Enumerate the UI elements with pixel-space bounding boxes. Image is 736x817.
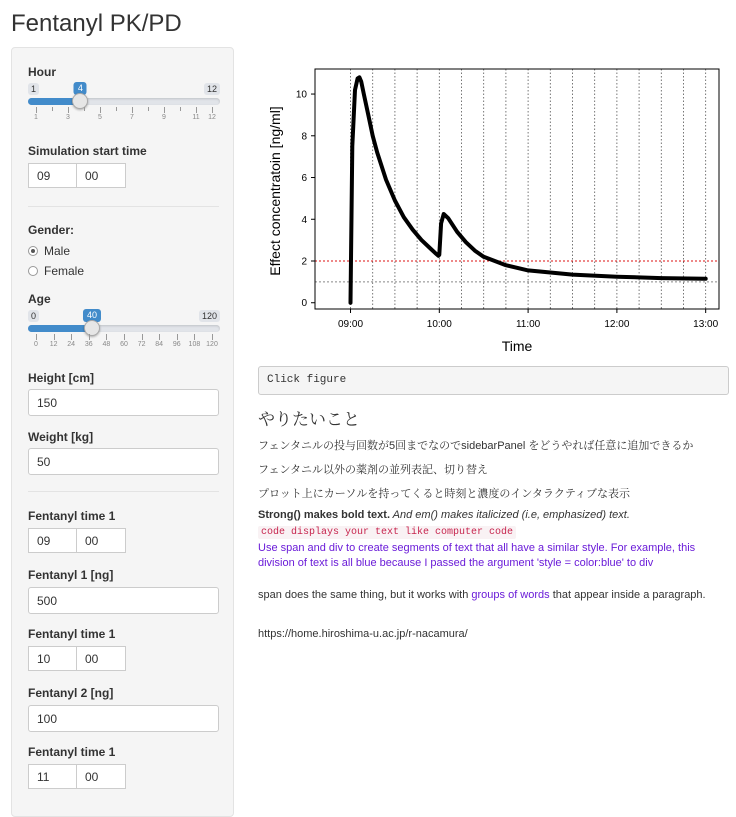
fentanyl-time-1-minute-input[interactable]: 00 bbox=[77, 528, 126, 553]
gender-label: Gender: bbox=[28, 223, 75, 237]
age-slider-tick-label: 120 bbox=[206, 341, 218, 348]
plot-frame bbox=[315, 69, 719, 309]
gender-option-female[interactable] bbox=[28, 264, 84, 278]
divider bbox=[28, 491, 219, 492]
hour-slider-ticks bbox=[28, 107, 220, 127]
x-tick-label: 11:00 bbox=[515, 319, 541, 330]
hour-label: Hour bbox=[28, 65, 56, 79]
gender-option-label: Female bbox=[44, 264, 85, 278]
age-slider-tick bbox=[71, 334, 72, 340]
x-axis-label: Time bbox=[501, 338, 533, 354]
effect-concentration-plot[interactable] bbox=[258, 55, 728, 360]
age-label: Age bbox=[28, 292, 51, 306]
hour-slider-tick-label: 12 bbox=[208, 114, 216, 121]
fentanyl-time-2-hour-input[interactable]: 10 bbox=[28, 646, 77, 671]
age-slider[interactable] bbox=[28, 310, 220, 354]
code-line bbox=[258, 525, 728, 538]
age-slider-fill bbox=[28, 325, 92, 332]
age-max-label: 120 bbox=[199, 310, 220, 322]
hour-slider[interactable] bbox=[28, 83, 220, 127]
hour-slider-tick bbox=[68, 107, 69, 113]
y-tick-label: 4 bbox=[301, 214, 307, 226]
age-slider-tick bbox=[124, 334, 125, 340]
x-tick-label: 12:00 bbox=[604, 319, 630, 330]
age-slider-tick bbox=[89, 334, 90, 340]
strong-text: Strong() makes bold text. bbox=[258, 509, 391, 521]
fentanyl-dose-2-label: Fentanyl 2 [ng] bbox=[28, 686, 114, 700]
hour-min-label: 1 bbox=[28, 83, 39, 95]
y-tick-label: 2 bbox=[301, 256, 307, 268]
strong-em-paragraph bbox=[258, 509, 728, 521]
hour-slider-tick-label: 9 bbox=[162, 114, 166, 121]
age-slider-tick-label: 72 bbox=[137, 341, 146, 348]
y-tick-label: 8 bbox=[301, 131, 307, 143]
fentanyl-time-2-label: Fentanyl time 1 bbox=[28, 627, 116, 641]
span-text-after: that appear inside a paragraph. bbox=[549, 589, 706, 601]
hour-slider-tick bbox=[180, 107, 181, 111]
age-slider-tick-label: 60 bbox=[120, 341, 128, 348]
age-slider-tick-label: 48 bbox=[102, 341, 111, 348]
fentanyl-time-3-minute-input[interactable]: 00 bbox=[77, 764, 126, 789]
hour-slider-tick bbox=[116, 107, 117, 111]
section-heading: やりたいこと bbox=[258, 410, 360, 429]
fentanyl-time-3-hour-input[interactable]: 11 bbox=[28, 764, 77, 789]
fentanyl-dose-2-input[interactable]: 100 bbox=[28, 705, 219, 732]
age-slider-tick bbox=[36, 334, 37, 340]
gender-option-male[interactable] bbox=[28, 244, 70, 258]
age-slider-tick-label: 12 bbox=[49, 341, 58, 348]
weight-input[interactable]: 50 bbox=[28, 448, 219, 475]
x-tick-label: 10:00 bbox=[426, 319, 452, 330]
hour-slider-tick-label: 3 bbox=[66, 114, 70, 121]
age-slider-tick bbox=[212, 334, 213, 340]
todo-paragraph-1: フェンタニルの投与回数が5回までなのでsidebarPanel をどうやれば任意に追加できるか bbox=[258, 440, 694, 452]
page-title: Fentanyl PK/PD bbox=[11, 10, 182, 37]
hour-value-label: 4 bbox=[74, 82, 87, 95]
hour-slider-tick-label: 11 bbox=[192, 114, 200, 121]
span-blue-text: groups of words bbox=[471, 589, 550, 601]
divider bbox=[28, 206, 219, 207]
fentanyl-time-3-label: Fentanyl time 1 bbox=[28, 745, 116, 759]
fentanyl-time-2 bbox=[28, 646, 126, 671]
hour-slider-tick bbox=[52, 107, 53, 111]
hour-slider-tick-label: 7 bbox=[130, 114, 134, 121]
hour-slider-tick-label: 1 bbox=[34, 114, 38, 121]
age-slider-tick bbox=[142, 334, 143, 340]
fentanyl-time-1-hour-input[interactable]: 09 bbox=[28, 528, 77, 553]
hour-slider-tick bbox=[212, 107, 213, 113]
fentanyl-time-2-minute-input[interactable]: 00 bbox=[77, 646, 126, 671]
sim-start-minute-input[interactable]: 00 bbox=[77, 163, 126, 188]
sim-start-label: Simulation start time bbox=[28, 144, 147, 158]
height-input[interactable]: 150 bbox=[28, 389, 219, 416]
age-slider-tick-label: 0 bbox=[34, 341, 38, 348]
span-paragraph bbox=[258, 589, 728, 601]
y-tick-label: 0 bbox=[301, 298, 307, 310]
sim-start-hour-input[interactable]: 09 bbox=[28, 163, 77, 188]
blue-division: Use span and div to create segments of text that all have a similar style. For example, this division of text is all blue because I passed the argument 'style = color:blue' to div bbox=[258, 542, 696, 569]
age-slider-tick bbox=[177, 334, 178, 340]
radio-unselected-icon[interactable] bbox=[28, 266, 38, 276]
hour-slider-tick bbox=[36, 107, 37, 113]
age-slider-tick bbox=[106, 334, 107, 340]
hour-slider-tick bbox=[100, 107, 101, 113]
weight-label: Weight [kg] bbox=[28, 430, 94, 444]
age-min-label: 0 bbox=[28, 310, 39, 322]
url-text: https://home.hiroshima-u.ac.jp/r-nacamura/ bbox=[258, 628, 468, 640]
y-axis-label: Effect concentratoin [ng/ml] bbox=[267, 106, 283, 276]
sim-start-time bbox=[28, 163, 126, 188]
y-tick-label: 6 bbox=[301, 173, 307, 185]
age-slider-tick-label: 36 bbox=[84, 341, 93, 348]
hour-slider-tick bbox=[84, 107, 85, 111]
fentanyl-time-1 bbox=[28, 528, 126, 553]
x-tick-label: 13:00 bbox=[693, 319, 719, 330]
age-slider-tick-label: 96 bbox=[172, 341, 181, 348]
age-slider-tick bbox=[54, 334, 55, 340]
todo-paragraph-3: プロット上にカーソルを持ってくると時刻と濃度のインタラクティブな表示 bbox=[258, 488, 631, 500]
hour-slider-tick bbox=[132, 107, 133, 113]
em-text: And em() makes italicized (i.e, emphasized) text. bbox=[390, 509, 630, 521]
hour-slider-tick-label: 5 bbox=[98, 114, 102, 121]
age-slider-tick bbox=[159, 334, 160, 340]
age-slider-tick bbox=[194, 334, 195, 340]
fentanyl-time-3 bbox=[28, 764, 126, 789]
age-value-label: 40 bbox=[83, 309, 101, 322]
age-slider-tick-label: 108 bbox=[188, 341, 201, 348]
age-slider-tick-label: 24 bbox=[67, 341, 76, 348]
span-text-before: span does the same thing, but it works with bbox=[258, 589, 472, 601]
age-slider-tick-label: 84 bbox=[155, 341, 164, 348]
click-output: Click figure bbox=[258, 366, 729, 395]
fentanyl-dose-1-input[interactable]: 500 bbox=[28, 587, 219, 614]
hour-max-label: 12 bbox=[204, 83, 220, 95]
height-label: Height [cm] bbox=[28, 371, 94, 385]
code-text: code displays your text like computer code bbox=[258, 526, 516, 539]
fentanyl-time-1-label: Fentanyl time 1 bbox=[28, 509, 116, 523]
y-tick-label: 10 bbox=[295, 89, 307, 101]
sidebar-panel bbox=[11, 47, 234, 817]
hour-slider-tick bbox=[164, 107, 165, 113]
hour-slider-tick bbox=[148, 107, 149, 111]
radio-selected-icon[interactable] bbox=[28, 246, 38, 256]
age-slider-ticks bbox=[28, 334, 220, 354]
gender-option-label: Male bbox=[44, 244, 71, 258]
todo-paragraph-2: フェンタニル以外の薬剤の並列表記、切り替え bbox=[258, 464, 489, 476]
hour-slider-tick bbox=[196, 107, 197, 113]
x-tick-label: 09:00 bbox=[338, 319, 364, 330]
fentanyl-dose-1-label: Fentanyl 1 [ng] bbox=[28, 568, 114, 582]
